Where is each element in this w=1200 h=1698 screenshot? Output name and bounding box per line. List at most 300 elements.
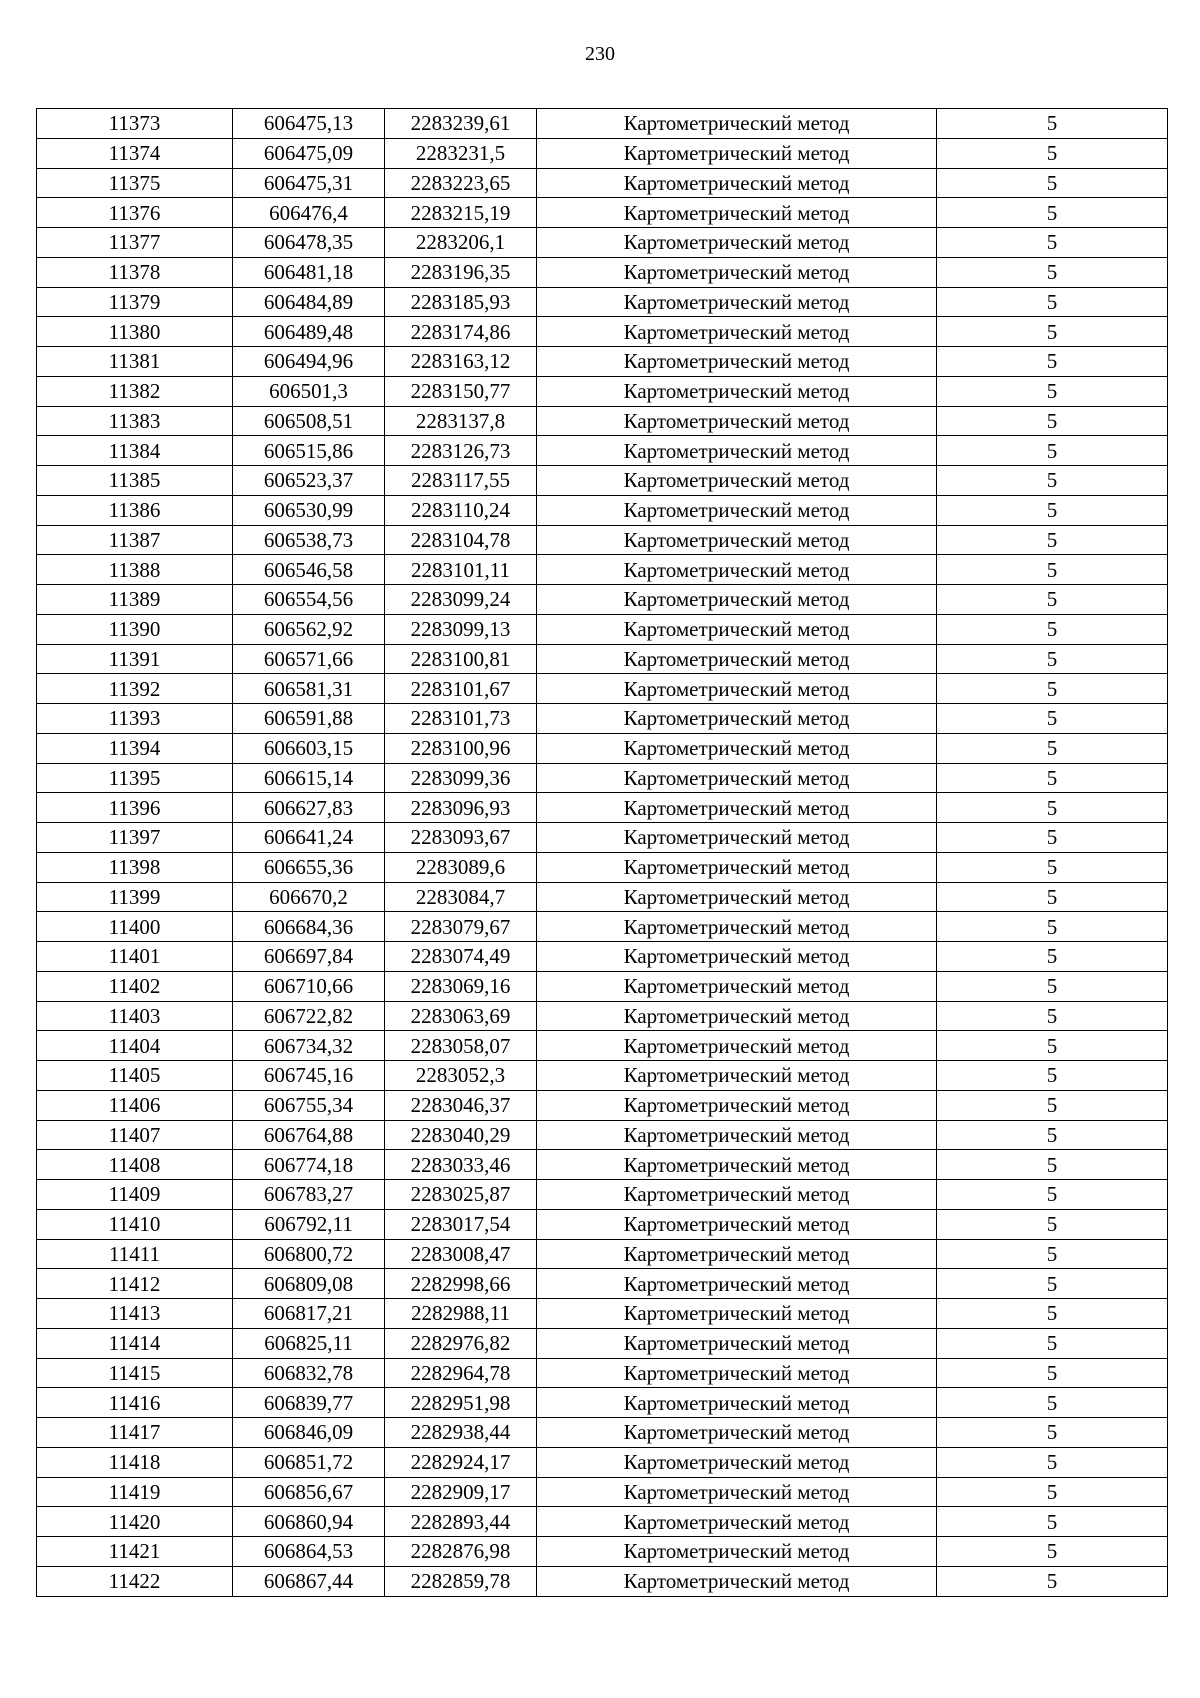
precision-cell: 5 xyxy=(937,823,1168,853)
method-cell: Картометрический метод xyxy=(537,1418,937,1448)
precision-cell: 5 xyxy=(937,763,1168,793)
table-row xyxy=(37,971,1168,1001)
method-cell: Картометрический метод xyxy=(537,793,937,823)
point-number-cell: 11419 xyxy=(37,1477,233,1507)
y-coordinate-cell: 2283008,47 xyxy=(385,1239,537,1269)
method-cell: Картометрический метод xyxy=(537,287,937,317)
x-coordinate-cell: 606554,56 xyxy=(233,585,385,615)
table-row xyxy=(37,882,1168,912)
x-coordinate-cell: 606615,14 xyxy=(233,763,385,793)
x-coordinate-cell: 606476,4 xyxy=(233,198,385,228)
point-number-cell: 11382 xyxy=(37,376,233,406)
table-row xyxy=(37,1566,1168,1596)
method-cell: Картометрический метод xyxy=(537,1477,937,1507)
method-cell: Картометрический метод xyxy=(537,882,937,912)
method-cell: Картометрический метод xyxy=(537,466,937,496)
method-cell: Картометрический метод xyxy=(537,614,937,644)
method-cell: Картометрический метод xyxy=(537,495,937,525)
x-coordinate-cell: 606523,37 xyxy=(233,466,385,496)
y-coordinate-cell: 2283196,35 xyxy=(385,257,537,287)
x-coordinate-cell: 606832,78 xyxy=(233,1358,385,1388)
table-row xyxy=(37,525,1168,555)
method-cell: Картометрический метод xyxy=(537,1209,937,1239)
table-row xyxy=(37,1418,1168,1448)
point-number-cell: 11410 xyxy=(37,1209,233,1239)
y-coordinate-cell: 2283058,07 xyxy=(385,1031,537,1061)
x-coordinate-cell: 606809,08 xyxy=(233,1269,385,1299)
x-coordinate-cell: 606508,51 xyxy=(233,406,385,436)
precision-cell: 5 xyxy=(937,525,1168,555)
method-cell: Картометрический метод xyxy=(537,198,937,228)
x-coordinate-cell: 606817,21 xyxy=(233,1299,385,1329)
x-coordinate-cell: 606481,18 xyxy=(233,257,385,287)
table-row xyxy=(37,1090,1168,1120)
y-coordinate-cell: 2282988,11 xyxy=(385,1299,537,1329)
table-row xyxy=(37,555,1168,585)
point-number-cell: 11378 xyxy=(37,257,233,287)
table-row xyxy=(37,1180,1168,1210)
table-row xyxy=(37,912,1168,942)
y-coordinate-cell: 2283104,78 xyxy=(385,525,537,555)
y-coordinate-cell: 2283063,69 xyxy=(385,1001,537,1031)
y-coordinate-cell: 2282909,17 xyxy=(385,1477,537,1507)
point-number-cell: 11420 xyxy=(37,1507,233,1537)
y-coordinate-cell: 2283033,46 xyxy=(385,1150,537,1180)
precision-cell: 5 xyxy=(937,1120,1168,1150)
point-number-cell: 11422 xyxy=(37,1566,233,1596)
y-coordinate-cell: 2283174,86 xyxy=(385,317,537,347)
method-cell: Картометрический метод xyxy=(537,1120,937,1150)
x-coordinate-cell: 606603,15 xyxy=(233,733,385,763)
point-number-cell: 11411 xyxy=(37,1239,233,1269)
point-number-cell: 11375 xyxy=(37,168,233,198)
point-number-cell: 11386 xyxy=(37,495,233,525)
method-cell: Картометрический метод xyxy=(537,971,937,1001)
method-cell: Картометрический метод xyxy=(537,1507,937,1537)
y-coordinate-cell: 2283117,55 xyxy=(385,466,537,496)
table-row xyxy=(37,644,1168,674)
coordinates-table xyxy=(36,108,1168,1597)
x-coordinate-cell: 606734,32 xyxy=(233,1031,385,1061)
precision-cell: 5 xyxy=(937,674,1168,704)
method-cell: Картометрический метод xyxy=(537,406,937,436)
table-row xyxy=(37,1269,1168,1299)
point-number-cell: 11393 xyxy=(37,704,233,734)
point-number-cell: 11400 xyxy=(37,912,233,942)
y-coordinate-cell: 2283137,8 xyxy=(385,406,537,436)
precision-cell: 5 xyxy=(937,1507,1168,1537)
precision-cell: 5 xyxy=(937,1090,1168,1120)
method-cell: Картометрический метод xyxy=(537,376,937,406)
y-coordinate-cell: 2283100,81 xyxy=(385,644,537,674)
precision-cell: 5 xyxy=(937,495,1168,525)
precision-cell: 5 xyxy=(937,1180,1168,1210)
precision-cell: 5 xyxy=(937,1566,1168,1596)
table-row xyxy=(37,1537,1168,1567)
precision-cell: 5 xyxy=(937,1477,1168,1507)
precision-cell: 5 xyxy=(937,1358,1168,1388)
precision-cell: 5 xyxy=(937,168,1168,198)
precision-cell: 5 xyxy=(937,347,1168,377)
x-coordinate-cell: 606478,35 xyxy=(233,228,385,258)
point-number-cell: 11402 xyxy=(37,971,233,1001)
precision-cell: 5 xyxy=(937,971,1168,1001)
y-coordinate-cell: 2283096,93 xyxy=(385,793,537,823)
x-coordinate-cell: 606783,27 xyxy=(233,1180,385,1210)
precision-cell: 5 xyxy=(937,585,1168,615)
x-coordinate-cell: 606864,53 xyxy=(233,1537,385,1567)
point-number-cell: 11395 xyxy=(37,763,233,793)
method-cell: Картометрический метод xyxy=(537,1031,937,1061)
y-coordinate-cell: 2282951,98 xyxy=(385,1388,537,1418)
x-coordinate-cell: 606825,11 xyxy=(233,1328,385,1358)
precision-cell: 5 xyxy=(937,942,1168,972)
method-cell: Картометрический метод xyxy=(537,109,937,139)
point-number-cell: 11417 xyxy=(37,1418,233,1448)
precision-cell: 5 xyxy=(937,138,1168,168)
precision-cell: 5 xyxy=(937,109,1168,139)
y-coordinate-cell: 2283150,77 xyxy=(385,376,537,406)
x-coordinate-cell: 606562,92 xyxy=(233,614,385,644)
precision-cell: 5 xyxy=(937,317,1168,347)
table-row xyxy=(37,1507,1168,1537)
y-coordinate-cell: 2283069,16 xyxy=(385,971,537,1001)
point-number-cell: 11397 xyxy=(37,823,233,853)
point-number-cell: 11416 xyxy=(37,1388,233,1418)
precision-cell: 5 xyxy=(937,1299,1168,1329)
y-coordinate-cell: 2283099,13 xyxy=(385,614,537,644)
table-row xyxy=(37,1447,1168,1477)
method-cell: Картометрический метод xyxy=(537,1269,937,1299)
method-cell: Картометрический метод xyxy=(537,1328,937,1358)
table-row xyxy=(37,1209,1168,1239)
y-coordinate-cell: 2283052,3 xyxy=(385,1061,537,1091)
x-coordinate-cell: 606684,36 xyxy=(233,912,385,942)
table-row xyxy=(37,168,1168,198)
point-number-cell: 11379 xyxy=(37,287,233,317)
point-number-cell: 11385 xyxy=(37,466,233,496)
method-cell: Картометрический метод xyxy=(537,733,937,763)
method-cell: Картометрический метод xyxy=(537,1061,937,1091)
x-coordinate-cell: 606501,3 xyxy=(233,376,385,406)
y-coordinate-cell: 2283100,96 xyxy=(385,733,537,763)
table-row xyxy=(37,1358,1168,1388)
precision-cell: 5 xyxy=(937,406,1168,436)
x-coordinate-cell: 606538,73 xyxy=(233,525,385,555)
method-cell: Картометрический метод xyxy=(537,525,937,555)
y-coordinate-cell: 2283040,29 xyxy=(385,1120,537,1150)
point-number-cell: 11404 xyxy=(37,1031,233,1061)
x-coordinate-cell: 606494,96 xyxy=(233,347,385,377)
precision-cell: 5 xyxy=(937,555,1168,585)
precision-cell: 5 xyxy=(937,1001,1168,1031)
y-coordinate-cell: 2283099,36 xyxy=(385,763,537,793)
point-number-cell: 11413 xyxy=(37,1299,233,1329)
x-coordinate-cell: 606581,31 xyxy=(233,674,385,704)
y-coordinate-cell: 2282964,78 xyxy=(385,1358,537,1388)
y-coordinate-cell: 2283231,5 xyxy=(385,138,537,168)
x-coordinate-cell: 606745,16 xyxy=(233,1061,385,1091)
method-cell: Картометрический метод xyxy=(537,1299,937,1329)
point-number-cell: 11408 xyxy=(37,1150,233,1180)
method-cell: Картометрический метод xyxy=(537,138,937,168)
x-coordinate-cell: 606489,48 xyxy=(233,317,385,347)
method-cell: Картометрический метод xyxy=(537,168,937,198)
point-number-cell: 11415 xyxy=(37,1358,233,1388)
method-cell: Картометрический метод xyxy=(537,763,937,793)
y-coordinate-cell: 2283206,1 xyxy=(385,228,537,258)
precision-cell: 5 xyxy=(937,1418,1168,1448)
y-coordinate-cell: 2283185,93 xyxy=(385,287,537,317)
point-number-cell: 11412 xyxy=(37,1269,233,1299)
y-coordinate-cell: 2282976,82 xyxy=(385,1328,537,1358)
precision-cell: 5 xyxy=(937,287,1168,317)
x-coordinate-cell: 606641,24 xyxy=(233,823,385,853)
x-coordinate-cell: 606571,66 xyxy=(233,644,385,674)
table-row xyxy=(37,1299,1168,1329)
x-coordinate-cell: 606839,77 xyxy=(233,1388,385,1418)
method-cell: Картометрический метод xyxy=(537,555,937,585)
method-cell: Картометрический метод xyxy=(537,942,937,972)
point-number-cell: 11405 xyxy=(37,1061,233,1091)
x-coordinate-cell: 606764,88 xyxy=(233,1120,385,1150)
y-coordinate-cell: 2283239,61 xyxy=(385,109,537,139)
y-coordinate-cell: 2283101,73 xyxy=(385,704,537,734)
table-row xyxy=(37,109,1168,139)
point-number-cell: 11390 xyxy=(37,614,233,644)
point-number-cell: 11407 xyxy=(37,1120,233,1150)
table-row xyxy=(37,1120,1168,1150)
x-coordinate-cell: 606475,13 xyxy=(233,109,385,139)
y-coordinate-cell: 2282859,78 xyxy=(385,1566,537,1596)
table-row xyxy=(37,704,1168,734)
point-number-cell: 11396 xyxy=(37,793,233,823)
method-cell: Картометрический метод xyxy=(537,1150,937,1180)
table-row xyxy=(37,436,1168,466)
x-coordinate-cell: 606867,44 xyxy=(233,1566,385,1596)
point-number-cell: 11418 xyxy=(37,1447,233,1477)
y-coordinate-cell: 2283101,67 xyxy=(385,674,537,704)
table-row xyxy=(37,1001,1168,1031)
table-row xyxy=(37,614,1168,644)
x-coordinate-cell: 606591,88 xyxy=(233,704,385,734)
method-cell: Картометрический метод xyxy=(537,1001,937,1031)
method-cell: Картометрический метод xyxy=(537,317,937,347)
y-coordinate-cell: 2283215,19 xyxy=(385,198,537,228)
x-coordinate-cell: 606546,58 xyxy=(233,555,385,585)
precision-cell: 5 xyxy=(937,1447,1168,1477)
precision-cell: 5 xyxy=(937,704,1168,734)
point-number-cell: 11387 xyxy=(37,525,233,555)
x-coordinate-cell: 606710,66 xyxy=(233,971,385,1001)
table-row xyxy=(37,495,1168,525)
precision-cell: 5 xyxy=(937,257,1168,287)
precision-cell: 5 xyxy=(937,198,1168,228)
x-coordinate-cell: 606484,89 xyxy=(233,287,385,317)
y-coordinate-cell: 2283163,12 xyxy=(385,347,537,377)
point-number-cell: 11421 xyxy=(37,1537,233,1567)
table-row xyxy=(37,198,1168,228)
method-cell: Картометрический метод xyxy=(537,257,937,287)
table-row xyxy=(37,257,1168,287)
table-row xyxy=(37,317,1168,347)
x-coordinate-cell: 606774,18 xyxy=(233,1150,385,1180)
table-row xyxy=(37,1388,1168,1418)
y-coordinate-cell: 2283079,67 xyxy=(385,912,537,942)
table-row xyxy=(37,793,1168,823)
table-row xyxy=(37,1031,1168,1061)
point-number-cell: 11388 xyxy=(37,555,233,585)
precision-cell: 5 xyxy=(937,1388,1168,1418)
table-row xyxy=(37,1061,1168,1091)
table-row xyxy=(37,1239,1168,1269)
method-cell: Картометрический метод xyxy=(537,1447,937,1477)
method-cell: Картометрический метод xyxy=(537,1537,937,1567)
x-coordinate-cell: 606655,36 xyxy=(233,852,385,882)
coordinates-table-body xyxy=(37,109,1168,1597)
y-coordinate-cell: 2283093,67 xyxy=(385,823,537,853)
point-number-cell: 11403 xyxy=(37,1001,233,1031)
point-number-cell: 11389 xyxy=(37,585,233,615)
table-row xyxy=(37,1328,1168,1358)
precision-cell: 5 xyxy=(937,1061,1168,1091)
page-number: 230 xyxy=(585,43,615,65)
method-cell: Картометрический метод xyxy=(537,436,937,466)
point-number-cell: 11374 xyxy=(37,138,233,168)
y-coordinate-cell: 2283025,87 xyxy=(385,1180,537,1210)
point-number-cell: 11414 xyxy=(37,1328,233,1358)
point-number-cell: 11392 xyxy=(37,674,233,704)
method-cell: Картометрический метод xyxy=(537,585,937,615)
table-row xyxy=(37,1150,1168,1180)
point-number-cell: 11409 xyxy=(37,1180,233,1210)
method-cell: Картометрический метод xyxy=(537,1566,937,1596)
precision-cell: 5 xyxy=(937,733,1168,763)
precision-cell: 5 xyxy=(937,912,1168,942)
y-coordinate-cell: 2283101,11 xyxy=(385,555,537,585)
precision-cell: 5 xyxy=(937,882,1168,912)
precision-cell: 5 xyxy=(937,614,1168,644)
table-row xyxy=(37,763,1168,793)
method-cell: Картометрический метод xyxy=(537,704,937,734)
table-row xyxy=(37,347,1168,377)
y-coordinate-cell: 2283223,65 xyxy=(385,168,537,198)
x-coordinate-cell: 606722,82 xyxy=(233,1001,385,1031)
method-cell: Картометрический метод xyxy=(537,1358,937,1388)
method-cell: Картометрический метод xyxy=(537,912,937,942)
precision-cell: 5 xyxy=(937,1031,1168,1061)
y-coordinate-cell: 2282998,66 xyxy=(385,1269,537,1299)
y-coordinate-cell: 2283126,73 xyxy=(385,436,537,466)
y-coordinate-cell: 2283046,37 xyxy=(385,1090,537,1120)
method-cell: Картометрический метод xyxy=(537,1090,937,1120)
table-row xyxy=(37,406,1168,436)
method-cell: Картометрический метод xyxy=(537,1180,937,1210)
x-coordinate-cell: 606627,83 xyxy=(233,793,385,823)
precision-cell: 5 xyxy=(937,1537,1168,1567)
point-number-cell: 11401 xyxy=(37,942,233,972)
y-coordinate-cell: 2283017,54 xyxy=(385,1209,537,1239)
method-cell: Картометрический метод xyxy=(537,347,937,377)
point-number-cell: 11381 xyxy=(37,347,233,377)
precision-cell: 5 xyxy=(937,852,1168,882)
method-cell: Картометрический метод xyxy=(537,1239,937,1269)
table-row xyxy=(37,138,1168,168)
y-coordinate-cell: 2282876,98 xyxy=(385,1537,537,1567)
y-coordinate-cell: 2282938,44 xyxy=(385,1418,537,1448)
x-coordinate-cell: 606670,2 xyxy=(233,882,385,912)
x-coordinate-cell: 606515,86 xyxy=(233,436,385,466)
x-coordinate-cell: 606846,09 xyxy=(233,1418,385,1448)
point-number-cell: 11406 xyxy=(37,1090,233,1120)
method-cell: Картометрический метод xyxy=(537,852,937,882)
precision-cell: 5 xyxy=(937,644,1168,674)
y-coordinate-cell: 2283074,49 xyxy=(385,942,537,972)
table-row xyxy=(37,585,1168,615)
method-cell: Картометрический метод xyxy=(537,1388,937,1418)
x-coordinate-cell: 606755,34 xyxy=(233,1090,385,1120)
precision-cell: 5 xyxy=(937,1209,1168,1239)
point-number-cell: 11384 xyxy=(37,436,233,466)
x-coordinate-cell: 606856,67 xyxy=(233,1477,385,1507)
table-row xyxy=(37,823,1168,853)
precision-cell: 5 xyxy=(937,228,1168,258)
point-number-cell: 11398 xyxy=(37,852,233,882)
x-coordinate-cell: 606800,72 xyxy=(233,1239,385,1269)
x-coordinate-cell: 606792,11 xyxy=(233,1209,385,1239)
precision-cell: 5 xyxy=(937,436,1168,466)
method-cell: Картометрический метод xyxy=(537,674,937,704)
y-coordinate-cell: 2283084,7 xyxy=(385,882,537,912)
table-row xyxy=(37,674,1168,704)
point-number-cell: 11394 xyxy=(37,733,233,763)
table-row xyxy=(37,287,1168,317)
x-coordinate-cell: 606851,72 xyxy=(233,1447,385,1477)
precision-cell: 5 xyxy=(937,793,1168,823)
method-cell: Картометрический метод xyxy=(537,644,937,674)
table-row xyxy=(37,228,1168,258)
point-number-cell: 11380 xyxy=(37,317,233,347)
x-coordinate-cell: 606530,99 xyxy=(233,495,385,525)
point-number-cell: 11373 xyxy=(37,109,233,139)
table-row xyxy=(37,1477,1168,1507)
x-coordinate-cell: 606475,31 xyxy=(233,168,385,198)
x-coordinate-cell: 606697,84 xyxy=(233,942,385,972)
precision-cell: 5 xyxy=(937,1239,1168,1269)
method-cell: Картометрический метод xyxy=(537,823,937,853)
x-coordinate-cell: 606860,94 xyxy=(233,1507,385,1537)
x-coordinate-cell: 606475,09 xyxy=(233,138,385,168)
precision-cell: 5 xyxy=(937,1150,1168,1180)
method-cell: Картометрический метод xyxy=(537,228,937,258)
y-coordinate-cell: 2283089,6 xyxy=(385,852,537,882)
table-row xyxy=(37,466,1168,496)
point-number-cell: 11399 xyxy=(37,882,233,912)
point-number-cell: 11376 xyxy=(37,198,233,228)
precision-cell: 5 xyxy=(937,376,1168,406)
y-coordinate-cell: 2282924,17 xyxy=(385,1447,537,1477)
point-number-cell: 11377 xyxy=(37,228,233,258)
y-coordinate-cell: 2283110,24 xyxy=(385,495,537,525)
precision-cell: 5 xyxy=(937,466,1168,496)
y-coordinate-cell: 2282893,44 xyxy=(385,1507,537,1537)
point-number-cell: 11383 xyxy=(37,406,233,436)
table-row xyxy=(37,942,1168,972)
table-row xyxy=(37,852,1168,882)
y-coordinate-cell: 2283099,24 xyxy=(385,585,537,615)
precision-cell: 5 xyxy=(937,1269,1168,1299)
point-number-cell: 11391 xyxy=(37,644,233,674)
